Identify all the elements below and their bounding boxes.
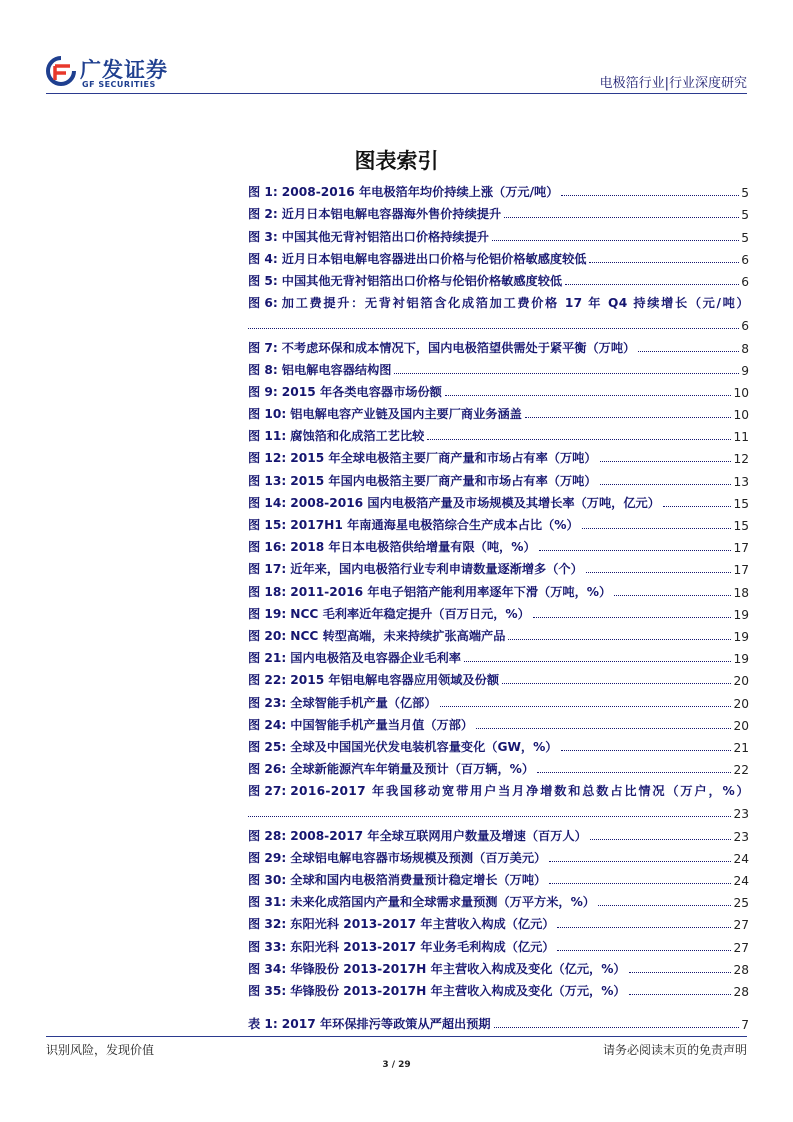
gf-logo-icon: [46, 56, 76, 86]
toc-entry-page: 5: [741, 186, 749, 201]
logo-chinese-name: 广发证券: [80, 58, 168, 82]
toc-entry[interactable]: [248, 932, 749, 954]
toc-entry-page: 22: [733, 763, 749, 778]
toc-entry-title: 2015 年全球电极箔主要厂商产量和市场占有率（万吨）: [290, 451, 597, 466]
toc-entry-title: 2011-2016 年电子铝箔产能利用率逐年下滑（万吨，%）: [290, 584, 612, 599]
toc-entry-label: 图 20:: [248, 628, 287, 643]
toc-entry[interactable]: [248, 400, 749, 422]
toc-entry[interactable]: [248, 422, 749, 444]
toc-entry-title: 腐蚀箔和化成箔工艺比较: [290, 429, 425, 444]
toc-entry-label: 图 8:: [248, 362, 278, 377]
toc-entry-page: 21: [733, 740, 749, 755]
toc-entry-title: 未来化成箔国内产量和全球需求量预测（万平方米，%）: [290, 895, 595, 910]
toc-entry-title: 国内电极箔及电容器企业毛利率: [290, 651, 461, 666]
footer-divider: [46, 1036, 747, 1037]
toc-entry[interactable]: [248, 444, 749, 466]
toc-entry-page: 20: [733, 674, 749, 689]
toc-entry-title: 2015 年国内电极箔主要厂商产量和市场占有率（万吨）: [290, 473, 597, 488]
toc-leader-dots: [533, 617, 732, 618]
toc-entry[interactable]: [248, 733, 749, 755]
toc-entry-page: 10: [733, 408, 749, 423]
toc-entry-label: 图 4:: [248, 251, 278, 266]
toc-entry-title: NCC 转型高端，未来持续扩张高端产品: [290, 628, 506, 643]
toc-leader-dots: [440, 706, 732, 707]
toc-entry-page: 28: [733, 962, 749, 977]
toc-entry-title: 华锋股份 2013-2017H 年主营收入构成及变化（亿元，%）: [290, 961, 626, 976]
toc-entry[interactable]: [248, 866, 749, 888]
page-number: 3 / 29: [382, 1060, 411, 1070]
toc-entry-label: 图 3:: [248, 229, 278, 244]
toc-entry-page: 8: [741, 341, 749, 356]
toc-leader-dots: [600, 484, 732, 485]
toc-entry-label: 图 23:: [248, 695, 287, 710]
toc-entry-title: 全球及中国国光伏发电装机容量变化（GW，%）: [290, 739, 558, 754]
toc-entry-label: 图 18:: [248, 584, 287, 599]
toc-entry[interactable]: [248, 1010, 749, 1032]
toc-entry-page: 27: [733, 940, 749, 955]
toc-entry[interactable]: [248, 289, 749, 333]
toc-entry-label: 图 28:: [248, 828, 287, 843]
toc-entry-page: 19: [733, 652, 749, 667]
toc-entry-label: 图 16:: [248, 540, 287, 555]
toc-entry-page: 23: [733, 829, 749, 844]
toc-entry-title: 华锋股份 2013-2017H 年主营收入构成及变化（万元，%）: [290, 983, 626, 998]
toc-entry-page: 17: [733, 541, 749, 556]
footer-disclaimer: 请务必阅读末页的免责声明: [602, 1043, 747, 1057]
toc-entry[interactable]: [248, 511, 749, 533]
toc-leader-dots: [589, 262, 739, 263]
toc-entry-title: 近年来，国内电极箔行业专利申请数量逐渐增多（个）: [290, 562, 583, 577]
toc-entry-label: 图 25:: [248, 739, 287, 754]
table-index-list: [248, 1010, 749, 1032]
company-logo: [46, 54, 196, 94]
toc-entry[interactable]: [248, 200, 749, 222]
toc-entry[interactable]: [248, 245, 749, 267]
toc-leader-dots: [557, 950, 731, 951]
toc-entry-page: 12: [733, 452, 749, 467]
toc-entry-title: 中国其他无背衬铝箔出口价格持续提升: [281, 229, 489, 244]
toc-entry-title: 近月日本铝电解电容器海外售价持续提升: [281, 207, 502, 222]
header-divider: [46, 93, 747, 94]
toc-entry-label: 图 11:: [248, 429, 287, 444]
toc-entry-page: 27: [733, 918, 749, 933]
toc-entry-title: 2018 年日本电极箔供给增量有限（吨，%）: [290, 540, 536, 555]
toc-entry-label: 图 19:: [248, 606, 287, 621]
toc-entry[interactable]: [248, 844, 749, 866]
toc-entry-label: 图 29:: [248, 850, 287, 865]
toc-entry-title: 2008-2017 年全球互联网用户数量及增速（百万人）: [290, 828, 587, 843]
toc-entry[interactable]: [248, 333, 749, 355]
footer-slogan: 识别风险，发现价值: [46, 1043, 155, 1057]
toc-leader-dots: [445, 395, 732, 396]
toc-leader-dots: [549, 883, 731, 884]
toc-leader-dots: [549, 861, 731, 862]
toc-entry-page: 10: [733, 385, 749, 400]
toc-entry[interactable]: [248, 821, 749, 843]
toc-leader-dots: [537, 772, 731, 773]
toc-leader-dots: [663, 506, 732, 507]
toc-leader-dots: [464, 661, 732, 662]
toc-entry[interactable]: [248, 378, 749, 400]
toc-leader-dots: [629, 972, 732, 973]
toc-entry-page: 6: [741, 319, 749, 334]
toc-entry-label: 图 14:: [248, 495, 287, 510]
toc-entry-label: 图 15:: [248, 518, 287, 532]
toc-leader-dots: [561, 750, 732, 751]
toc-entry-title: 2015 年铝电解电容器应用领域及份额: [290, 673, 500, 688]
toc-entry-label: 图 1:: [248, 185, 278, 200]
toc-entry-title: 全球铝电解电容器市场规模及预测（百万美元）: [290, 850, 547, 865]
toc-entry-label: 图 35:: [248, 983, 287, 998]
toc-entry-title: 2008-2016 年电极箔年均价持续上涨（万元/吨）: [281, 185, 559, 200]
toc-entry[interactable]: [248, 178, 749, 200]
toc-entry-page: 15: [733, 519, 749, 533]
toc-entry[interactable]: [248, 555, 749, 577]
toc-leader-dots: [590, 839, 732, 840]
toc-leader-dots: [427, 439, 731, 440]
toc-entry-label: 图 2:: [248, 207, 278, 222]
toc-entry[interactable]: [248, 356, 749, 378]
toc-entry[interactable]: [248, 577, 749, 599]
toc-leader-dots: [614, 595, 731, 596]
toc-entry-label: 图 33:: [248, 939, 287, 954]
toc-entry-title: 东阳光科 2013-2017 年主营收入构成（亿元）: [290, 917, 555, 932]
toc-leader-dots: [561, 195, 739, 196]
toc-entry-label: 图 30:: [248, 873, 287, 887]
toc-leader-dots: [638, 351, 739, 352]
toc-entry-label: 图 9:: [248, 384, 278, 399]
toc-entry-title: 加工费提升：无背衬铝箔含化成箔加工费价格 17 年 Q4 持续增长（元/吨）: [281, 296, 749, 311]
toc-entry-page: 13: [733, 474, 749, 489]
toc-entry[interactable]: [248, 755, 749, 777]
toc-leader-dots: [504, 217, 739, 218]
toc-leader-dots: [502, 683, 731, 684]
toc-entry-label: 图 6:: [248, 296, 278, 311]
toc-entry-page: 20: [733, 718, 749, 733]
toc-entry[interactable]: [248, 777, 749, 821]
toc-leader-dots: [494, 1027, 740, 1028]
toc-entry-title: 近月日本铝电解电容器进出口价格与伦铝价格敏感度较低: [281, 251, 587, 266]
toc-entry[interactable]: [248, 910, 749, 932]
toc-entry[interactable]: [248, 977, 749, 999]
page-title: 图表索引: [354, 148, 439, 173]
toc-entry-page: 24: [733, 874, 749, 888]
toc-entry[interactable]: [248, 600, 749, 622]
toc-entry[interactable]: [248, 711, 749, 733]
toc-leader-dots: [629, 994, 732, 995]
toc-entry-page: 11: [733, 430, 749, 445]
toc-entry-page: 9: [741, 363, 749, 378]
toc-entry-title: 东阳光科 2013-2017 年业务毛利构成（亿元）: [290, 939, 555, 954]
toc-leader-dots: [598, 905, 732, 906]
toc-entry-label: 图 12:: [248, 451, 287, 466]
toc-entry-page: 28: [733, 984, 749, 999]
toc-entry-page: 25: [733, 896, 749, 911]
toc-entry-label: 图 34:: [248, 961, 287, 976]
toc-entry-page: 24: [733, 851, 749, 866]
toc-entry-title: 2008-2016 国内电极箔产量及市场规模及其增长率（万吨，亿元）: [290, 495, 660, 510]
toc-leader-dots: [508, 639, 731, 640]
toc-entry-title: 全球智能手机产量（亿部）: [290, 695, 437, 710]
toc-entry-label: 图 26:: [248, 762, 287, 777]
toc-entry-title: NCC 毛利率近年稳定提升（百万日元，%）: [290, 606, 530, 621]
toc-entry[interactable]: [248, 888, 749, 910]
toc-entry-label: 图 5:: [248, 273, 278, 288]
toc-entry-page: 6: [741, 252, 749, 267]
toc-entry-title: 中国其他无背衬铝箔出口价格与伦铝价格敏感度较低: [281, 273, 563, 288]
toc-entry-page: 19: [733, 607, 749, 622]
figure-index-list: [248, 178, 749, 999]
toc-entry-title: 全球和国内电极箔消费量预计稳定增长（万吨）: [290, 873, 547, 887]
toc-entry-label: 图 21:: [248, 651, 287, 666]
toc-entry[interactable]: [248, 466, 749, 488]
toc-leader-dots: [586, 572, 732, 573]
toc-entry-page: 6: [741, 274, 749, 289]
toc-entry-page: 5: [741, 230, 749, 245]
toc-entry-label: 图 27:: [248, 784, 287, 799]
toc-entry-page: 17: [733, 563, 749, 578]
toc-entry-title: 2016-2017 年我国移动宽带用户当月净增数和总数占比情况（万户，%）: [290, 784, 749, 799]
toc-entry-label: 图 31:: [248, 895, 287, 910]
toc-entry-title: 2017H1 年南通海星电极箔综合生产成本占比（%）: [290, 518, 579, 532]
toc-entry-page: 20: [733, 696, 749, 711]
toc-entry[interactable]: [248, 533, 749, 555]
toc-leader-dots: [492, 240, 739, 241]
toc-entry-label: 图 32:: [248, 917, 287, 932]
toc-leader-dots: [600, 461, 732, 462]
toc-entry[interactable]: [248, 666, 749, 688]
toc-leader-dots: [582, 528, 732, 529]
toc-entry-label: 图 17:: [248, 562, 287, 577]
toc-entry-label: 图 22:: [248, 673, 287, 688]
toc-leader-dots: [248, 328, 739, 329]
toc-leader-dots: [539, 550, 732, 551]
toc-leader-dots: [565, 284, 739, 285]
toc-entry-label: 图 7:: [248, 340, 278, 355]
toc-entry[interactable]: [248, 955, 749, 977]
toc-entry-title: 不考虑环保和成本情况下，国内电极箔望供需处于紧平衡（万吨）: [281, 340, 636, 355]
toc-entry[interactable]: [248, 222, 749, 244]
toc-entry-page: 19: [733, 629, 749, 644]
toc-entry[interactable]: [248, 622, 749, 644]
toc-leader-dots: [476, 728, 731, 729]
toc-entry-title: 铝电解电容器结构图: [281, 362, 392, 377]
toc-entry-title: 2015 年各类电容器市场份额: [281, 384, 442, 399]
toc-entry-label: 表 1:: [248, 1017, 278, 1032]
toc-entry-page: 18: [733, 585, 749, 600]
toc-entry-title: 铝电解电容产业链及国内主要厂商业务涵盖: [290, 407, 522, 422]
toc-leader-dots: [394, 373, 739, 374]
toc-entry-label: 图 24:: [248, 717, 287, 732]
toc-entry-page: 23: [733, 807, 749, 822]
toc-leader-dots: [525, 417, 732, 418]
toc-entry-title: 全球新能源汽车年销量及预计（百万辆，%）: [290, 762, 535, 777]
toc-entry[interactable]: [248, 644, 749, 666]
toc-entry-label: 图 10:: [248, 407, 287, 422]
toc-leader-dots: [248, 816, 731, 817]
toc-entry[interactable]: [248, 688, 749, 710]
toc-entry-label: 图 13:: [248, 473, 287, 488]
toc-entry[interactable]: [248, 489, 749, 511]
toc-entry-page: 7: [741, 1018, 749, 1033]
toc-entry-title: 中国智能手机产量当月值（万部）: [290, 717, 474, 732]
report-category: 电极箔行业|行业深度研究: [599, 76, 747, 91]
toc-leader-dots: [557, 927, 731, 928]
toc-entry-page: 15: [733, 496, 749, 511]
toc-entry[interactable]: [248, 267, 749, 289]
logo-english-name: GF SECURITIES: [82, 80, 156, 89]
toc-entry-title: 2017 年环保排污等政策从严超出预期: [281, 1017, 491, 1032]
toc-entry-page: 5: [741, 208, 749, 223]
